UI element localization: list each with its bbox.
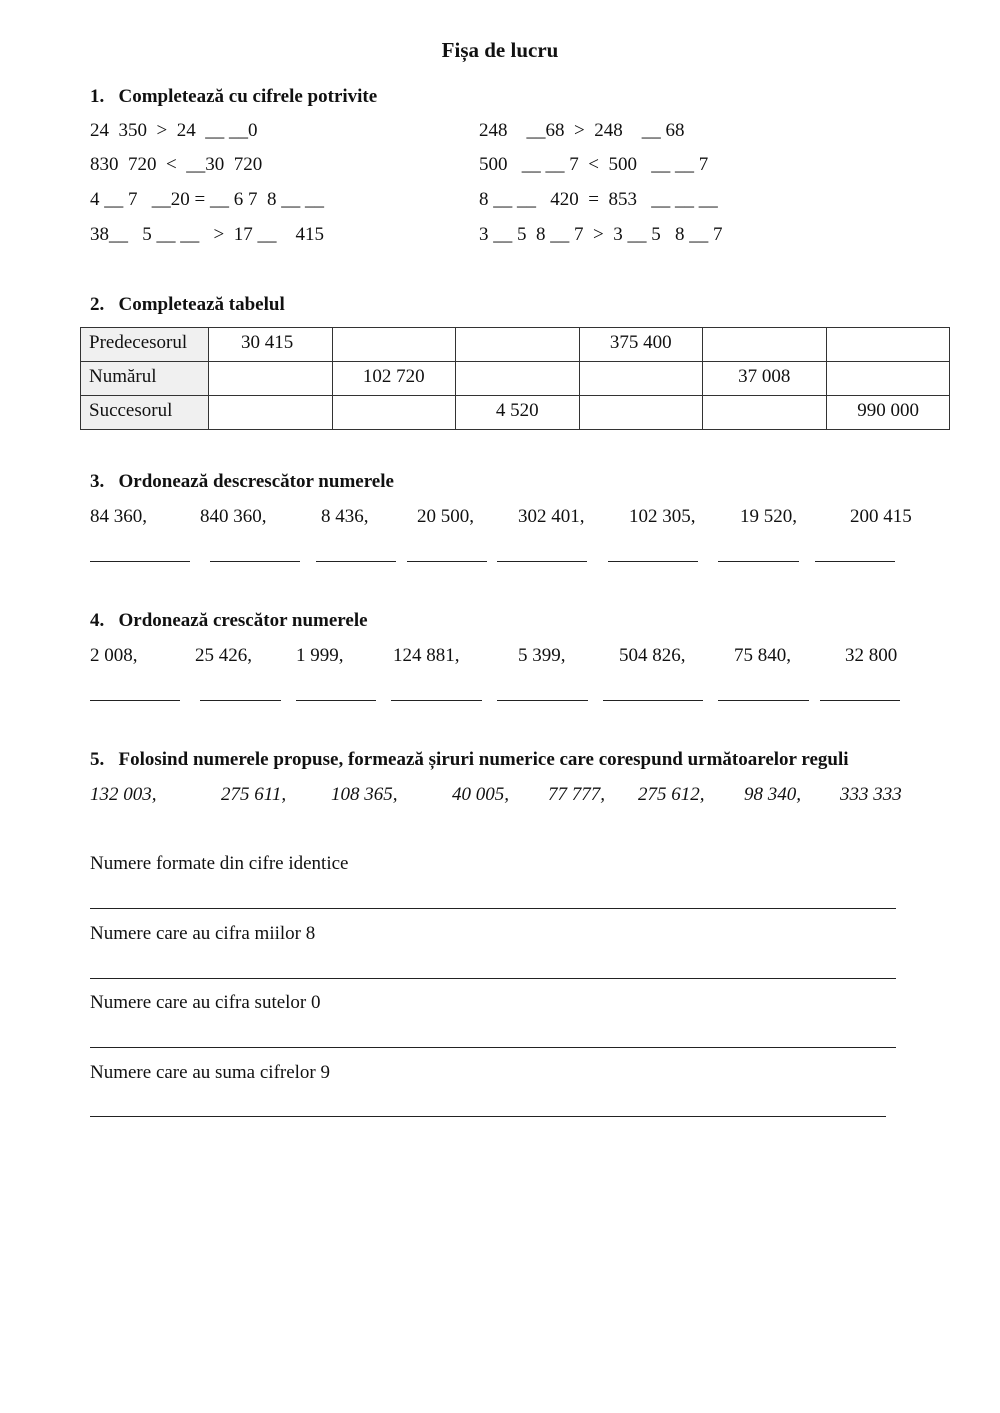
answer-blank[interactable] [718,561,799,562]
table-cell[interactable]: 375 400 [579,328,703,362]
s4-number: 75 840, [734,645,791,666]
rule-label: Numere care au cifra sutelor 0 [90,992,321,1013]
table-row [81,328,950,362]
table-cell[interactable] [456,362,580,396]
answer-line[interactable] [90,978,896,979]
table-cell[interactable] [579,396,703,430]
numbers-table [80,327,950,430]
answer-blank[interactable] [90,561,190,562]
answer-blank[interactable] [497,700,588,701]
rule-label: Numere care au suma cifrelor 9 [90,1062,331,1083]
table-cell[interactable] [332,396,456,430]
s4-number: 1 999, [296,645,344,666]
s5-number: 132 003, [90,784,157,805]
answer-blank[interactable] [497,561,587,562]
s5-number: 333 333 [840,784,902,805]
answer-blank[interactable] [608,561,698,562]
section-1-heading: 1. Completează cu cifrele potrivite [90,86,378,107]
table-cell[interactable]: 102 720 [332,362,456,396]
table-cell[interactable] [579,362,703,396]
answer-line[interactable] [90,1047,896,1048]
answer-blank[interactable] [820,700,900,701]
answer-line[interactable] [90,908,896,909]
table-cell[interactable] [332,328,456,362]
s3-number: 8 436, [321,506,369,527]
table-cell[interactable]: 37 008 [703,362,827,396]
s5-number: 275 611, [221,784,287,805]
answer-blank[interactable] [316,561,396,562]
table-cell[interactable] [209,362,333,396]
s4-number: 5 399, [518,645,566,666]
table-cell[interactable] [826,328,950,362]
table-cell[interactable] [826,362,950,396]
s4-number: 32 800 [845,645,898,666]
s4-number: 124 881, [393,645,460,666]
s4-number: 2 008, [90,645,138,666]
s1-right-2: 500 __ __ 7 < 500 __ __ 7 [479,154,709,175]
table-cell[interactable] [703,396,827,430]
answer-blank[interactable] [603,700,703,701]
s4-number: 504 826, [619,645,686,666]
answer-blank[interactable] [815,561,895,562]
s5-number: 77 777, [548,784,605,805]
answer-line[interactable] [90,1116,886,1117]
s1-right-3: 8 __ __ 420 = 853 __ __ __ [479,189,718,210]
s3-number: 102 305, [629,506,696,527]
answer-blank[interactable] [391,700,482,701]
s1-left-1: 24 350 > 24 __ __0 [90,120,258,141]
table-row [81,362,950,396]
rule-label: Numere care au cifra miilor 8 [90,923,316,944]
table-cell[interactable] [456,328,580,362]
table-cell[interactable] [209,396,333,430]
answer-blank[interactable] [210,561,300,562]
s3-number: 200 415 [850,506,912,527]
s3-number: 302 401, [518,506,585,527]
table-cell[interactable] [703,328,827,362]
answer-blank[interactable] [407,561,487,562]
row-label: Predecesorul [81,328,209,362]
row-label: Numărul [81,362,209,396]
s3-number: 840 360, [200,506,267,527]
table-cell[interactable]: 30 415 [209,328,333,362]
table-row [81,396,950,430]
s1-right-4: 3 __ 5 8 __ 7 > 3 __ 5 8 __ 7 [479,224,723,245]
row-label: Succesorul [81,396,209,430]
answer-blank[interactable] [718,700,809,701]
table-cell[interactable]: 4 520 [456,396,580,430]
s1-right-1: 248 __68 > 248 __ 68 [479,120,685,141]
section-3-heading: 3. Ordonează descrescător numerele [90,471,394,492]
answer-blank[interactable] [90,700,180,701]
section-2-heading: 2. Completează tabelul [90,294,285,315]
s5-number: 98 340, [744,784,801,805]
rule-label: Numere formate din cifre identice [90,853,349,874]
s3-number: 20 500, [417,506,474,527]
s5-number: 275 612, [638,784,705,805]
s1-left-2: 830 720 < __30 720 [90,154,263,175]
s1-left-4: 38__ 5 __ __ > 17 __ 415 [90,224,324,245]
s1-left-3: 4 __ 7 __20 = __ 6 7 8 __ __ [90,189,324,210]
answer-blank[interactable] [200,700,281,701]
s5-number: 40 005, [452,784,509,805]
page-title: Fișa de lucru [441,38,559,62]
section-5-heading: 5. Folosind numerele propuse, formează șiruri numerice care corespund următoarelor reguli [90,749,849,770]
section-4-heading: 4. Ordonează crescător numerele [90,610,368,631]
s5-number: 108 365, [331,784,398,805]
s3-number: 84 360, [90,506,147,527]
answer-blank[interactable] [296,700,376,701]
table-cell[interactable]: 990 000 [826,396,950,430]
s3-number: 19 520, [740,506,797,527]
s4-number: 25 426, [195,645,252,666]
